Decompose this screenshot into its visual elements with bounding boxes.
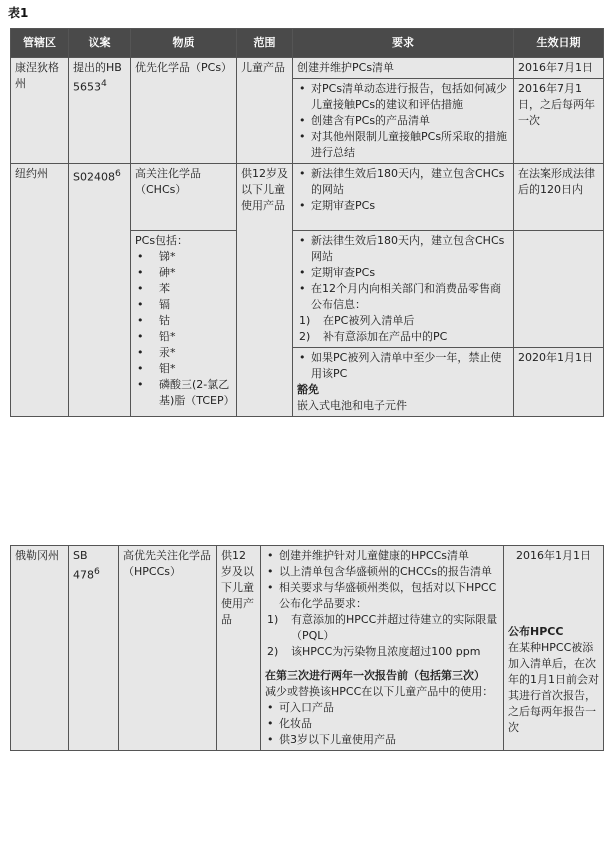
pcs-title: PCs包括： [135,234,189,247]
list-item: • 可入口产品 [279,700,499,716]
before-text: 减少或替换该HPCC在以下儿童产品中的使用： [265,685,494,698]
list-item: 1) 有意添加的HPCC并超过待建立的实际限量（PQL） [267,613,498,642]
or-date-1: 2016年1月1日 [516,549,591,562]
ct-requirement-2 [293,79,514,164]
ny-date-2 [514,231,604,348]
before-title: 在第三次进行两年一次报告前（包括第三次） [265,669,485,682]
list-item: • 铅* [149,329,232,345]
list-item: • 供3岁以下儿童使用产品 [279,732,499,748]
list-item: • 在12个月内向相关部门和消费品零售商公布信息： [311,281,509,313]
list-item: 1) 在PC被列入清单后 [299,314,415,327]
list-item: • 定期审查PCs [311,198,509,214]
or-jurisdiction: 俄勒冈州 [11,546,69,751]
header-row [11,29,604,58]
list-item: • 苯 [149,281,232,297]
table-caption: 表1 [8,6,29,20]
ct-jurisdiction: 康涅狄格州 [11,58,69,164]
ny-substance: 高关注化学品（CHCs） [131,164,237,231]
ny-date-1: 在法案形成法律后的120日内 [514,164,604,231]
header-jurisdiction: 管辖区 [11,29,69,58]
ct-date-1: 2016年7月1日 [514,58,604,79]
header-scope: 范围 [237,29,293,58]
header-substance: 物质 [131,29,237,58]
ct-substance: 优先化学品（PCs） [131,58,237,164]
exempt-text: 嵌入式电池和电子元件 [297,399,407,412]
ct-date-2: 2016年7月1日，之后每两年一次 [514,79,604,164]
or-substance: 高优先关注化学品（HPCCs） [119,546,217,751]
list-item: • 对PCs清单动态进行报告，包括如何减少儿童接触PCs的建议和评估措施 [311,81,509,113]
list-item: • 如果PC被列入清单中至少一年，禁止使用该PC [311,350,509,382]
list-item: • 新法律生效后180天内，建立包含CHCs的网站 [311,166,509,198]
exempt-title: 豁免 [297,383,319,396]
list-item: • 创建并维护针对儿童健康的HPCCs清单 [279,548,499,564]
table-row [11,58,604,79]
list-item: • 以上清单包含华盛顿州的CHCCs的报告清单 [279,564,499,580]
ct-requirement-1: 创建并维护PCs清单 [293,58,514,79]
list-item: • 汞* [149,345,232,361]
or-requirements [261,546,504,751]
list-item: • 钴 [149,313,232,329]
regulation-table [10,28,604,417]
list-item: • 相关要求与华盛顿州类似，包括对以下HPCC公布化学品要求： [279,580,499,612]
header-bill: 议案 [69,29,131,58]
list-item: • 钼* [149,361,232,377]
or-dates [504,546,604,751]
list-item: • 新法律生效后180天内，建立包含CHCs网站 [311,233,509,265]
list-item: • 化妆品 [279,716,499,732]
or-date-2-title: 公布HPCC [508,625,564,638]
ny-pcs-list [131,231,237,417]
table-row [11,164,604,231]
or-scope: 供12岁及以下儿童使用产品 [217,546,261,751]
or-bill: SB $478^6$ [69,546,119,751]
ny-scope: 供12岁及以下儿童使用产品 [237,164,293,417]
list-item: • 创建含有PCs的产品清单 [311,113,509,129]
ny-jurisdiction: 纽约州 [11,164,69,417]
header-requirement: 要求 [293,29,514,58]
list-item: • 砷* [149,265,232,281]
list-item: • 定期审查PCs [311,265,509,281]
table-row [11,546,604,751]
list-item: • 对其他州限制儿童接触PCs所采取的措施进行总结 [311,129,509,161]
ny-requirement-2 [293,231,514,348]
ny-requirement-1 [293,164,514,231]
list-item: 2) 补有意添加在产品中的PC [299,330,448,343]
header-effective-date: 生效日期 [514,29,604,58]
ct-bill: 提出的HB 5653$^4$ [69,58,131,164]
or-date-2-text: 在某种HPCC被添加入清单后，在次年的1月1日前会对其进行首次报告，之后每两年报告一次 [508,641,599,734]
ny-date-3: 2020年1月1日 [514,348,604,417]
list-item: • 镉 [149,297,232,313]
ny-requirement-3 [293,348,514,417]
ct-scope: 儿童产品 [237,58,293,164]
list-item: • 锑* [149,249,232,265]
ny-bill: S02408$^6$ [69,164,131,417]
regulation-table-continued [10,545,604,751]
list-item: 2) 该HPCC为污染物且浓度超过100 ppm [267,645,481,658]
list-item: • 磷酸三(2-氯乙基)脂（TCEP） [149,377,232,409]
